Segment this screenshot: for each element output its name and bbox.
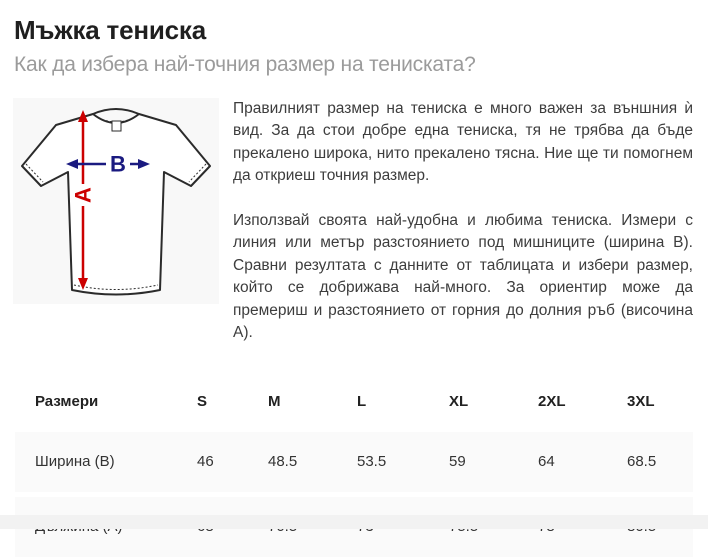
- tshirt-outline: [22, 114, 210, 295]
- tshirt-collar-back: [93, 109, 139, 114]
- width-value-3xl: 68.5: [627, 453, 657, 471]
- intro-text: [233, 98, 693, 345]
- content-row: [13, 98, 694, 345]
- intro-paragraph-2: Използвай своята най-удобна и любима тениска. Измери с линия или метър разстоянието под мишниците (ширина B). Сравни резултата с данните от таблицата и избери размер, който се добрижава най-много. За ориентир може да премериш и разстоянието от горния до долния ръб (височина A).: [233, 211, 693, 342]
- size-table-header-row: [15, 372, 693, 432]
- tshirt-diagram-image: [13, 98, 219, 304]
- width-value-l: 53.5: [357, 453, 387, 471]
- size-column-3xl: 3XL: [627, 393, 655, 411]
- width-value-s: 46: [197, 453, 214, 471]
- size-column-s: S: [197, 393, 208, 411]
- table-row-width: [15, 432, 693, 492]
- size-column-l: L: [357, 393, 367, 411]
- row-label-width: Ширина (B): [35, 453, 115, 471]
- tshirt-measurement-diagram: [13, 98, 219, 304]
- width-value-2xl: 64: [538, 453, 555, 471]
- tshirt-collar-tag: [112, 121, 121, 131]
- width-value-xl: 59: [449, 453, 466, 471]
- page-title: Мъжка тениска: [14, 15, 206, 45]
- size-column-m: M: [268, 393, 281, 411]
- size-column-xl: XL: [449, 393, 469, 411]
- width-value-m: 48.5: [268, 453, 298, 471]
- arrow-a-label: A: [70, 186, 96, 203]
- size-table-header-label: Размери: [35, 393, 99, 411]
- size-column-2xl: 2XL: [538, 393, 566, 411]
- page-footer-strip: [0, 515, 708, 529]
- page-header: [0, 0, 708, 78]
- page-subtitle: Как да избера най-точния размер на тениската?: [14, 52, 476, 76]
- size-table: [15, 372, 693, 557]
- intro-paragraph-1: Правилният размер на тениска е много важен за външния ѝ вид. За да стои добре една тениска, тя не трябва да бъде прекалено широка, нито прекалено тясна. Ние ще ти помогнем да откриеш точния размер.: [233, 99, 693, 185]
- arrow-b-label: B: [110, 151, 126, 177]
